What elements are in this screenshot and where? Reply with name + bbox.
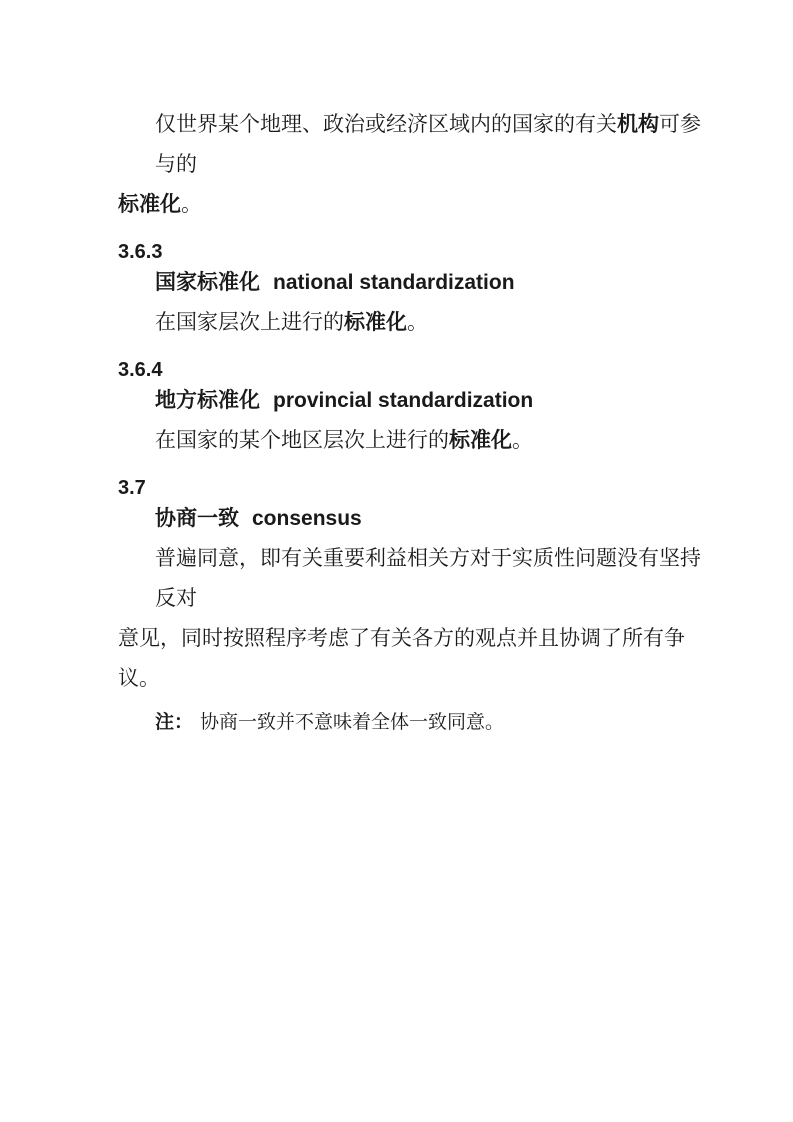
paragraph-regional-definition-line-2 — [118, 185, 718, 225]
section-number-3-6-3: 3.6.3 — [118, 241, 163, 263]
note-consensus — [118, 703, 718, 743]
note-label: 注： — [155, 712, 194, 733]
term-zh: 地方标准化 — [155, 389, 260, 412]
term-zh: 国家标准化 — [155, 271, 260, 294]
term-heading-national-standardization — [118, 263, 718, 303]
note-text: 协商一致并不意味着全体一致同意。 — [200, 712, 505, 733]
definition-provincial-standardization — [118, 421, 718, 461]
definition-text: 。 — [512, 429, 533, 452]
section-number-3-6-4: 3.6.4 — [118, 359, 163, 381]
definition-consensus-line-2: 意见，同时按照程序考虑了有关各方的观点并且协调了所有争议。 — [118, 627, 685, 690]
term-en: consensus — [252, 507, 362, 530]
paragraph-regional-definition-line-1 — [118, 105, 718, 185]
section-number-3-7: 3.7 — [118, 477, 146, 499]
definition-national-standardization — [118, 303, 718, 343]
term-heading-consensus — [118, 499, 718, 539]
term-ref-standardization: 标准化 — [344, 311, 407, 334]
definition-text: 。 — [181, 193, 202, 216]
term-ref-organization: 机构 — [617, 113, 659, 136]
term-ref-standardization: 标准化 — [449, 429, 512, 452]
definition-text: 可参与的 — [155, 113, 701, 176]
definition-text: 。 — [407, 311, 428, 334]
term-heading-provincial-standardization — [118, 381, 718, 421]
definition-text: 仅世界某个地理、政治或经济区域内的国家的有关 — [155, 113, 617, 136]
term-en: provincial standardization — [273, 389, 534, 412]
term-ref-standardization: 标准化 — [118, 193, 181, 216]
document-content — [118, 105, 718, 743]
definition-text: 在国家的某个地区层次上进行的 — [155, 429, 449, 452]
term-en: national standardization — [273, 271, 515, 294]
definition-text: 在国家层次上进行的 — [155, 311, 344, 334]
term-zh: 协商一致 — [155, 507, 239, 530]
definition-consensus-line-1: 普遍同意，即有关重要利益相关方对于实质性问题没有坚持反对 — [155, 547, 701, 610]
